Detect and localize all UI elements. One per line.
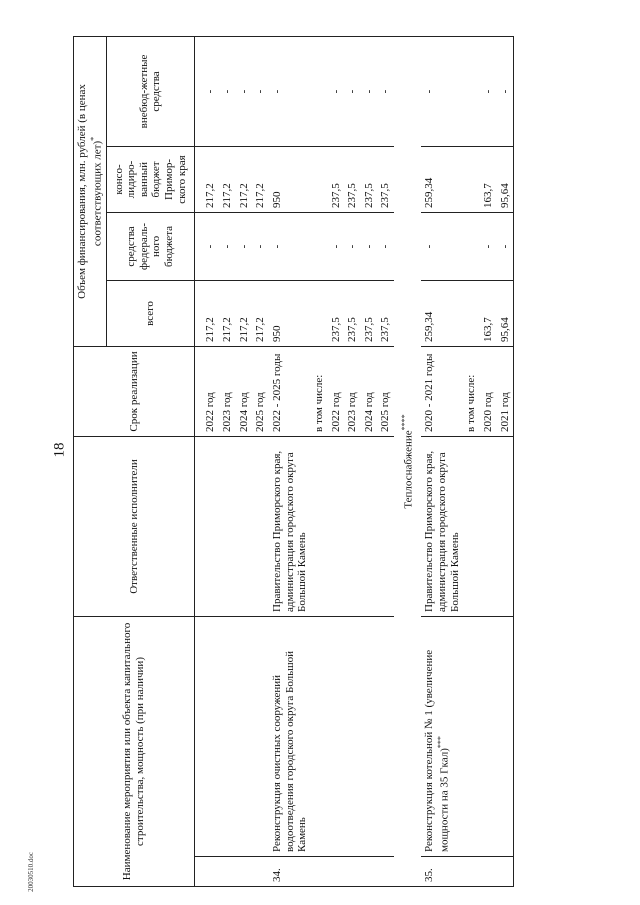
header-funding-text: Объем финансирования, млн. рублей (в ценах соответствующих лет) [76,84,104,299]
row-term: 2025 год [377,346,394,436]
row-total: 217,2 [202,280,219,346]
table-row [194,36,202,886]
header-federal: средства федераль-ного бюджета [106,212,194,280]
row-total: 217,2 [236,280,253,346]
row-num [311,857,328,887]
row-term: 2022 год [328,346,345,436]
row-fed [194,212,202,280]
row-name [480,616,497,856]
section-row [394,36,421,886]
row-exec [219,436,236,616]
row-reg: 237,5 [344,146,361,212]
row-num: 35. [421,857,463,887]
header-regional: консо-лидиро-ванный бюджет Примор-ского края [106,146,194,212]
row-exec [202,436,219,616]
row-total: 237,5 [344,280,361,346]
row-term: 2021 год [497,346,514,436]
row-total: 237,5 [328,280,345,346]
row-total: 237,5 [377,280,394,346]
row-term: 2024 год [236,346,253,436]
row-reg: 950 [269,146,311,212]
table-row [202,36,219,886]
table-row [377,36,394,886]
footer-file-code: 20030510.doc [27,852,35,892]
row-total [311,280,328,346]
row-extra: - [421,36,463,146]
row-num [344,857,361,887]
row-reg [463,146,480,212]
table-row [421,36,463,886]
row-name: Реконструкция очистных сооружений водоотведения городского округа Большой Камень [269,616,311,856]
row-exec [328,436,345,616]
row-exec [344,436,361,616]
section-heat-supply [394,36,421,886]
row-term: 2024 год [361,346,378,436]
row-term: 2022 год [202,346,219,436]
row-extra [194,36,202,146]
row-total: 950 [269,280,311,346]
header-name: Наименование мероприятия или объекта капитального строительства, мощность (при наличии) [74,616,195,886]
page-number: 18 [51,442,68,458]
row-fed: - [421,212,463,280]
row-term: 2023 год [219,346,236,436]
section-mark: **** [400,414,410,431]
row-fed: - [269,212,311,280]
row-reg: 237,5 [328,146,345,212]
row-extra: - [497,36,514,146]
row-fed: - [497,212,514,280]
row-total: 259,34 [421,280,463,346]
row-exec [361,436,378,616]
row-num [361,857,378,887]
row-name [219,616,236,856]
row-fed: - [344,212,361,280]
row-name [252,616,269,856]
row-name-mark: *** [436,736,446,749]
row-reg: 217,2 [219,146,236,212]
row-num [202,857,219,887]
row-exec [252,436,269,616]
row-exec [377,436,394,616]
table-row [497,36,514,886]
row-extra: - [377,36,394,146]
row-fed: - [219,212,236,280]
row-extra: - [269,36,311,146]
row-exec: Правительство Приморского края, администрация городского округа Большой Камень [421,436,463,616]
row-fed [463,212,480,280]
financing-table [73,36,514,887]
row-fed: - [252,212,269,280]
row-term [194,346,202,436]
row-term: 2020 - 2021 годы [421,346,463,436]
row-num [463,857,480,887]
row-name [236,616,253,856]
row-name [361,616,378,856]
row-exec [463,436,480,616]
row-reg: 237,5 [361,146,378,212]
row-name [344,616,361,856]
table-row [361,36,378,886]
row-extra: - [252,36,269,146]
row-total: 163,7 [480,280,497,346]
row-extra: - [361,36,378,146]
table-row [219,36,236,886]
row-extra [463,36,480,146]
header-funding [74,36,107,346]
row-extra: - [219,36,236,146]
row-fed: - [236,212,253,280]
row-reg [311,146,328,212]
row-exec [497,436,514,616]
row-name [463,616,480,856]
table-row [311,36,328,886]
row-reg: 163,7 [480,146,497,212]
header-total: всего [106,280,194,346]
table-row [480,36,497,886]
row-num [236,857,253,887]
row-reg: 217,2 [252,146,269,212]
row-term: в том числе: [311,346,328,436]
row-num [252,857,269,887]
row-extra: - [480,36,497,146]
row-fed: - [361,212,378,280]
table-row [328,36,345,886]
section-label: Теплоснабжение [402,430,415,509]
row-extra: - [236,36,253,146]
row-name [202,616,219,856]
row-exec [236,436,253,616]
row-exec [194,436,202,616]
row-total: 237,5 [361,280,378,346]
row-name [421,616,463,856]
row-num: 34. [269,857,311,887]
row-total [194,280,202,346]
row-name [311,616,328,856]
row-total: 217,2 [219,280,236,346]
row-reg: 217,2 [202,146,219,212]
row-fed: - [377,212,394,280]
row-total: 217,2 [252,280,269,346]
row-name-text: Реконструкция котельной № 1 (увеличение мощности на 35 Гкал) [423,649,451,852]
row-fed: - [328,212,345,280]
row-num [328,857,345,887]
row-reg: 217,2 [236,146,253,212]
header-term: Срок реализации [74,346,195,436]
row-name [194,616,202,856]
row-term: 2022 - 2025 годы [269,346,311,436]
row-fed [311,212,328,280]
table-row [236,36,253,886]
row-num [480,857,497,887]
row-extra [311,36,328,146]
row-name [377,616,394,856]
row-num [194,857,202,887]
row-exec [311,436,328,616]
row-fed: - [480,212,497,280]
row-extra: - [344,36,361,146]
row-term: в том числе: [463,346,480,436]
row-name [328,616,345,856]
table-row [269,36,311,886]
row-extra: - [328,36,345,146]
row-num [377,857,394,887]
row-term: 2025 год [252,346,269,436]
row-reg [194,146,202,212]
row-exec [480,436,497,616]
header-executors: Ответственные исполнители [74,436,195,616]
header-funding-mark: * [88,136,98,141]
row-num [497,857,514,887]
row-term: 2020 год [480,346,497,436]
table-row [252,36,269,886]
row-name [497,616,514,856]
table-row [463,36,480,886]
table-row [344,36,361,886]
row-num [219,857,236,887]
row-fed: - [202,212,219,280]
row-reg: 95,64 [497,146,514,212]
row-reg: 259,34 [421,146,463,212]
row-reg: 237,5 [377,146,394,212]
rotated-table-container [73,37,608,887]
header-extrabudget: внебюд-жетные средства [106,36,194,146]
row-exec: Правительство Приморского края, администрация городского округа Большой Камень [269,436,311,616]
row-term: 2023 год [344,346,361,436]
row-total [463,280,480,346]
row-total: 95,64 [497,280,514,346]
row-extra: - [202,36,219,146]
